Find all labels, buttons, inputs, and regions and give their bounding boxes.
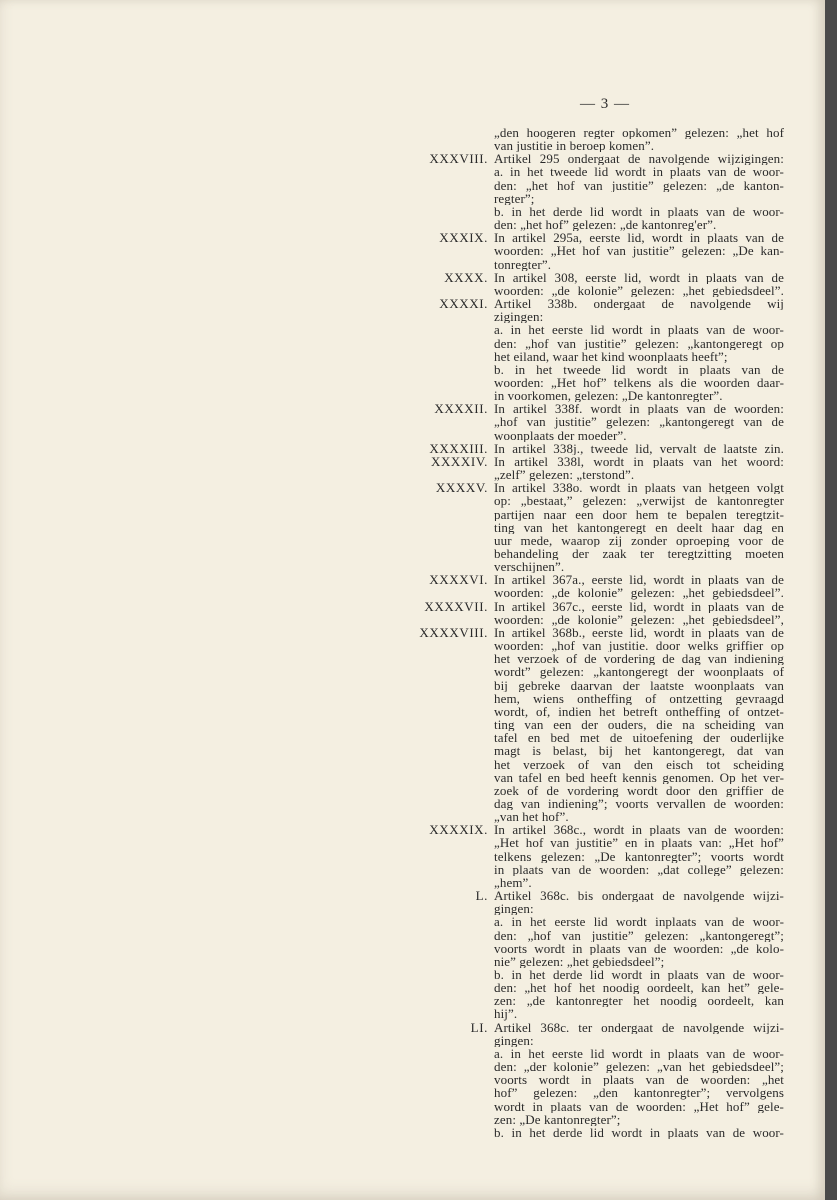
text-line: woorden: „de kolonie” gelezen: „het gebiedsdeel”. <box>494 586 784 600</box>
text-line: wordt” gelezen: „kantongeregt der woonplaats of <box>494 665 784 679</box>
text-line: telkens gelezen: „De kantonregter”; voorts wordt <box>494 849 784 863</box>
article-entry <box>0 297 825 402</box>
text-line: woorden: „hof van justitie. door welks griffier op <box>494 639 784 653</box>
text-line: het verzoek of van den eisch tot scheiding <box>494 757 784 771</box>
text-line: zigingen: <box>494 310 544 324</box>
text-line: In artikel 367a., eerste lid, wordt in plaats van de <box>494 573 784 587</box>
text-line: bij gebreke daarvan der laatste woonplaats van <box>494 678 784 692</box>
article-entry <box>0 600 825 626</box>
text-line: uur mede, waarop zij zonder oproeping voor de <box>494 533 784 547</box>
article-entry <box>0 481 825 573</box>
text-line: magt is belast, bij het kantongeregt, dat van <box>494 744 784 758</box>
text-line: hem, wiens ontheffing of ontzetting gevraagd <box>494 691 784 705</box>
text-line: „hof van justitie” gelezen: „kantongeregt van de <box>494 415 784 429</box>
text-line: „zelf” gelezen: „terstond”. <box>494 468 635 482</box>
text-line: het eiland, waar het kind woonplaats heeft”; <box>494 349 728 363</box>
text-line: partijen naar een door hem te bepalen teregtzit- <box>494 507 784 521</box>
text-line: b. in het derde lid wordt in plaats van de woor- <box>494 204 784 219</box>
article-number: XXXXVIII. <box>419 624 488 640</box>
article-entry <box>0 1021 825 1139</box>
text-line: van justitie in beroep komen”. <box>494 139 655 153</box>
article-number: XXXX. <box>444 269 488 285</box>
article-entry <box>0 402 825 441</box>
text-line: woorden: „Het hof van justitie” gelezen: „De kan- <box>494 244 784 258</box>
article-number: LI. <box>470 1019 488 1035</box>
text-line: verschijnen”. <box>494 560 565 574</box>
text-line: a. in het eerste lid wordt in plaats van de woor- <box>494 323 784 337</box>
text-line: voorts wordt in plaats van de woorden: „het <box>494 1073 784 1087</box>
text-line: b. in het tweede lid wordt in plaats van de <box>494 362 784 376</box>
text-line: woorden: „de kolonie” gelezen: „het gebiedsdeel”, <box>494 612 784 626</box>
text-line: op: „bestaat,” gelezen: „verwijst de kantonregter <box>494 494 784 508</box>
text-line: den: „het hof” gelezen: „de kantonreg'er”. <box>494 218 717 232</box>
article-number: XXXXVI. <box>429 572 488 588</box>
text-line: Artikel 338b. ondergaat de navolgende wij <box>494 297 784 311</box>
article-number: L. <box>475 888 488 904</box>
text-line: zoek of de vordering wordt door den griffier de <box>494 783 784 797</box>
text-line: woorden: „Het hof” telkens als die woorden daar- <box>494 375 784 390</box>
text-line: woorden: „de kolonie” gelezen: „het gebiedsdeel”. <box>494 283 784 298</box>
article-entry <box>0 573 825 599</box>
text-line: nie” gelezen: „het gebiedsdeel”; <box>494 954 665 968</box>
text-line: den: „hof van justitie” gelezen: „kantongeregt op <box>494 336 784 350</box>
text-line: in plaats van de woorden: „dat college” gelezen: <box>494 862 784 876</box>
text-line: voorts wordt in plaats van de woorden: „de kolo- <box>494 941 784 955</box>
article-entry <box>0 442 825 455</box>
text-line: Artikel 368c. bis ondergaat de navolgende wijzi- <box>494 889 784 903</box>
text-line: In artikel 368b., eerste lid, wordt in plaats van de <box>494 625 784 640</box>
text-line: van tafel en bed heeft kennis genomen. Op het ver- <box>494 770 784 784</box>
text-line: In artikel 338j., tweede lid, vervalt de laatste zin. <box>494 441 784 455</box>
text-line: tonregter”. <box>494 257 552 271</box>
text-line: zen: „De kantonregter”; <box>494 1112 621 1126</box>
article-number: XXXXI. <box>439 296 488 312</box>
text-line: In artikel 338l, wordt in plaats van het woord: <box>494 454 784 469</box>
text-line: „van het hof”. <box>494 810 569 824</box>
text-line: „den hoogeren regter opkomen” gelezen: „het hof <box>494 126 784 140</box>
article-number: XXXXIV. <box>430 453 488 469</box>
text-line: behandeling der zaak ter teregtzitting moeten <box>494 547 784 561</box>
text-line: den: „der kolonie” gelezen: „van het gebiedsdeel”; <box>494 1060 784 1074</box>
article-number: XXXXV. <box>435 480 488 496</box>
text-line: In artikel 338f. wordt in plaats van de woorden: <box>494 402 784 416</box>
article-number: XXXXIII. <box>429 440 488 456</box>
text-line: hij”. <box>494 1007 518 1021</box>
text-line: Artikel 368c. ter ondergaat de navolgende wijzi- <box>494 1020 784 1034</box>
text-line: wordt, of, indien het betreft ontheffing of ontzet- <box>494 704 784 719</box>
text-line: „hem”. <box>494 875 532 890</box>
text-line: In artikel 338o. wordt in plaats van hetgeen volgt <box>494 481 784 495</box>
page-number: — 3 — <box>580 96 630 112</box>
article-entry <box>0 231 825 270</box>
article-number: XXXXVII. <box>424 598 488 614</box>
text-line: zen: „de kantonregter het noodig oordeelt, kan <box>494 994 784 1008</box>
text-line: In artikel 368c., wordt in plaats van de woorden: <box>494 823 784 837</box>
text-line: In artikel 308, eerste lid, wordt in plaats van de <box>494 270 784 284</box>
text-line: tafel en bed met de uitoefening der ouderlijke <box>494 731 784 745</box>
text-line: In artikel 367c., eerste lid, wordt in plaats van de <box>494 599 784 613</box>
text-line: a. in het eerste lid wordt in plaats van de woor- <box>494 1046 784 1061</box>
text-line: dag van indiening”; voorts vervallen de woorden: <box>494 796 784 811</box>
text-line: In artikel 295a, eerste lid, wordt in plaats van de <box>494 231 784 245</box>
text-line: den: „het hof het noodig oordeelt, kan het” gele- <box>494 981 784 995</box>
text-line: in voorkomen, gelezen: „De kantonregter”. <box>494 389 723 403</box>
text-line: wordt in plaats van de woorden: „Het hof” gele- <box>494 1099 784 1113</box>
text-line: regter”; <box>494 191 535 205</box>
article-entry <box>0 626 825 823</box>
text-line: a. in het tweede lid wordt in plaats van de woor- <box>494 165 784 179</box>
text-line: den: „het hof van justitie” gelezen: „de kanton- <box>494 178 784 192</box>
article-entry <box>0 271 825 297</box>
article-number: XXXVIII. <box>429 151 488 167</box>
text-line: hof” gelezen: „den kantonregter”; vervolgens <box>494 1086 784 1100</box>
text-line: gingen: <box>494 1033 534 1047</box>
article-entry <box>0 152 825 231</box>
text-line: b. in het derde lid wordt in plaats van de woor- <box>494 968 784 982</box>
article-list <box>0 126 825 1139</box>
article-entry <box>0 823 825 889</box>
text-line: a. in het eerste lid wordt inplaats van de woor- <box>494 915 784 929</box>
text-line: den: „hof van justitie” gelezen: „kantongeregt”; <box>494 928 784 942</box>
page-edge <box>825 0 837 1200</box>
article-number: XXXIX. <box>439 230 488 246</box>
article-entry <box>0 889 825 1021</box>
text-line: Artikel 295 ondergaat de navolgende wijzigingen: <box>494 152 784 166</box>
text-line: woonplaats der moeder”. <box>494 428 627 442</box>
text-line: gingen: <box>494 902 534 916</box>
article-entry <box>0 455 825 481</box>
text-line: b. in het derde lid wordt in plaats van de woor- <box>494 1125 784 1140</box>
text-line: „Het hof van justitie” en in plaats van: „Het hof” <box>494 836 784 850</box>
article-entry <box>0 126 825 152</box>
text-line: ting van een der ouders, die na scheiding van <box>494 718 784 732</box>
article-number: XXXXIX. <box>429 822 488 838</box>
text-line: ting van het kantongeregt en deelt haar dag en <box>494 520 784 534</box>
text-line: het verzoek of de vordering de dag van indiening <box>494 652 784 666</box>
article-number: XXXXII. <box>434 401 488 417</box>
